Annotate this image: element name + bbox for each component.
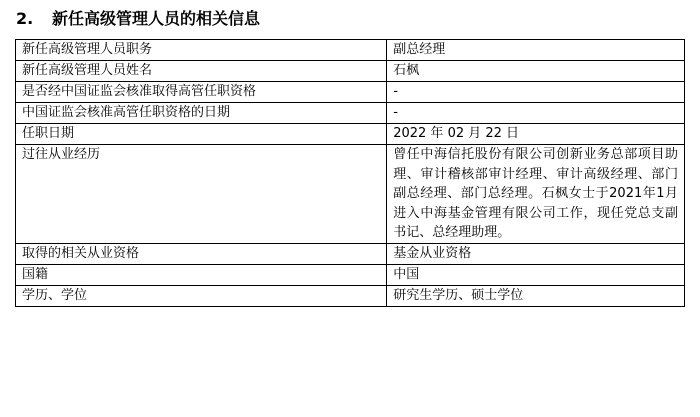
row-value: 2022 年 02 月 22 日: [387, 124, 685, 145]
row-label: 国籍: [16, 264, 387, 285]
section-number: 2.: [16, 9, 34, 28]
table-row: [16, 285, 685, 306]
row-value: 研究生学历、硕士学位: [387, 285, 685, 306]
row-value: -: [387, 82, 685, 103]
row-label: 学历、学位: [16, 285, 387, 306]
section-heading: [16, 8, 260, 30]
table-row: [16, 124, 685, 145]
row-label: 是否经中国证监会核准取得高管任职资格: [16, 82, 387, 103]
row-value: 中国: [387, 264, 685, 285]
table-row: [16, 61, 685, 82]
row-label: 取得的相关从业资格: [16, 243, 387, 264]
table-row: [16, 145, 685, 244]
row-label: 过往从业经历: [16, 145, 387, 244]
row-value: -: [387, 103, 685, 124]
row-value: 石枫: [387, 61, 685, 82]
row-label: 新任高级管理人员职务: [16, 40, 387, 61]
table-row: [16, 40, 685, 61]
row-value: 基金从业资格: [387, 243, 685, 264]
row-label: 中国证监会核准高管任职资格的日期: [16, 103, 387, 124]
table-row: [16, 103, 685, 124]
row-label: 新任高级管理人员姓名: [16, 61, 387, 82]
row-value: 曾任中海信托股份有限公司创新业务总部项目助理、审计稽核部审计经理、审计高级经理、部门副总经理、部门总经理。石枫女士于2021年1月进入中海基金管理有限公司工作，现任党总支副书记、总经理助理。: [387, 145, 685, 244]
section-title: 新任高级管理人员的相关信息: [52, 9, 261, 28]
row-label: 任职日期: [16, 124, 387, 145]
table-row: [16, 82, 685, 103]
row-value: 副总经理: [387, 40, 685, 61]
table-row: [16, 264, 685, 285]
table-row: [16, 243, 685, 264]
manager-info-table: [15, 39, 685, 307]
